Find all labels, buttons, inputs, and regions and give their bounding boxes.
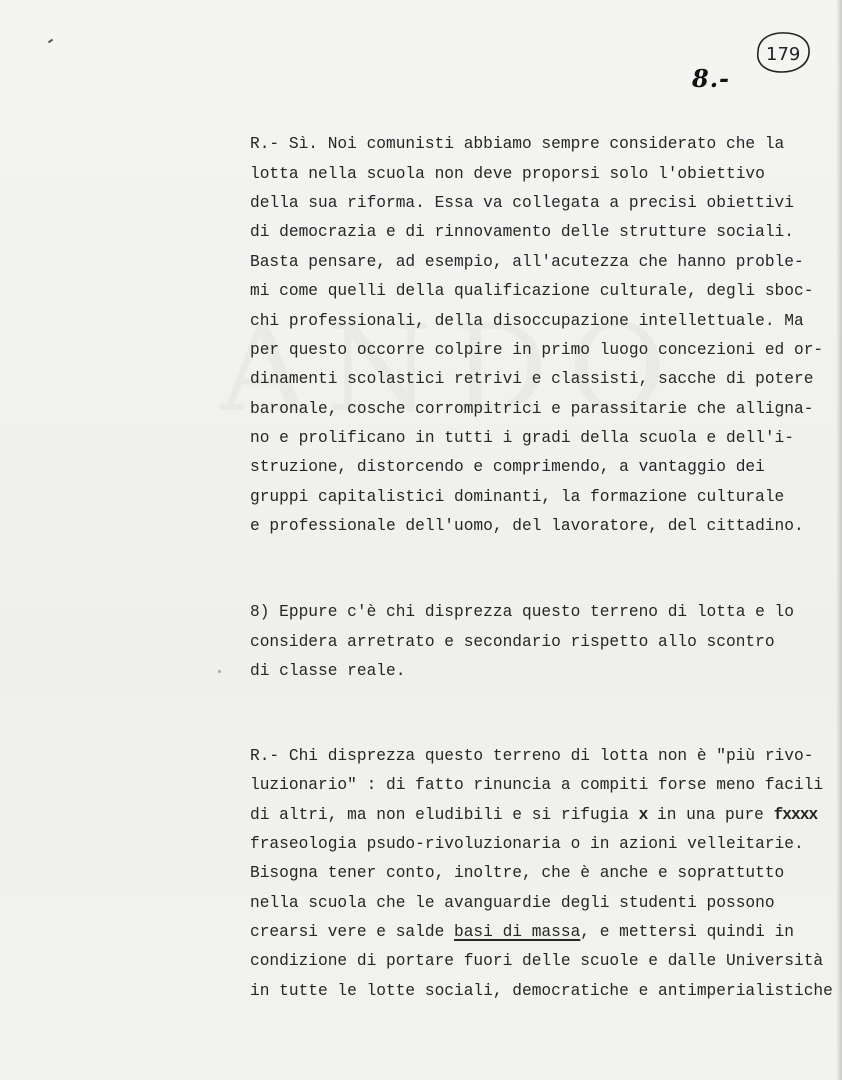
answer-1-line: mi come quelli della qualificazione culturale, degli sboc- [250, 282, 814, 300]
page-number: 8.- [692, 64, 731, 93]
archive-number: 179 [766, 44, 801, 65]
archive-number-stamp [750, 28, 814, 76]
answer-2-line: in tutte le lotte sociali, democratiche e antimperialistiche [250, 982, 833, 1000]
answer-1-line: dinamenti scolastici retrivi e classisti, sacche di potere [250, 370, 814, 388]
answer-1-line: della sua riforma. Essa va collegata a precisi obiettivi [250, 194, 794, 212]
answer-2-line [250, 922, 794, 942]
answer-2-text: di altri, ma non eludibili e si rifugia [250, 806, 639, 824]
answer-2-text: crearsi vere e salde [250, 923, 454, 941]
underlined-phrase: basi di massa [454, 923, 581, 941]
answer-2-line: nella scuola che le avanguardie degli studenti possono [250, 894, 775, 912]
circled-number-icon [750, 28, 814, 76]
answer-2-line [250, 805, 817, 825]
answer-1-line: e professionale dell'uomo, del lavoratore, del cittadino. [250, 517, 804, 535]
answer-1-line: di democrazia e di rinnovamento delle strutture sociali. [250, 223, 794, 241]
answer-1-line: chi professionali, della disoccupazione intellettuale. Ma [250, 312, 804, 330]
answer-1-line: baronale, cosche corrompitrici e parassitarie che alligna- [250, 400, 814, 418]
answer-2-line: R.- Chi disprezza questo terreno di lotta non è "più rivo- [250, 747, 814, 765]
answer-1-line: no e prolificano in tutti i gradi della scuola e dell'i- [250, 429, 794, 447]
answer-2-line: condizione di portare fuori delle scuole e dalle Università [250, 952, 824, 970]
answer-2-text: in una pure [647, 806, 774, 824]
question-8-line: di classe reale. [250, 662, 406, 680]
answer-1-line: gruppi capitalistici dominanti, la formazione culturale [250, 488, 785, 506]
question-8-line: 8) Eppure c'è chi disprezza questo terreno di lotta e lo [250, 603, 794, 621]
page-edge-shadow [836, 0, 842, 1080]
answer-1-line: per questo occorre colpire in primo luogo concezioni ed or- [250, 341, 824, 359]
answer-1-line: lotta nella scuola non deve proporsi solo l'obiettivo [250, 165, 765, 183]
typed-over-character: x [638, 806, 648, 824]
answer-2-line: Bisogna tener conto, inoltre, che è anche e soprattutto [250, 864, 785, 882]
answer-2-line: luzionario" : di fatto rinuncia a compiti forse meno facili [250, 776, 824, 794]
stray-dot [218, 670, 221, 673]
answer-2-line: fraseologia psudo-rivoluzionaria o in azioni velleitarie. [250, 835, 804, 853]
answer-1-line: struzione, distorcendo e comprimendo, a vantaggio dei [250, 458, 765, 476]
answer-1-line: Basta pensare, ad esempio, all'acutezza che hanno proble- [250, 253, 804, 271]
struck-out-word: fxxxx [773, 806, 818, 824]
answer-1-line: R.- Sì. Noi comunisti abbiamo sempre considerato che la [250, 135, 785, 153]
question-8-line: considera arretrato e secondario rispetto allo scontro [250, 633, 775, 651]
pencil-tick-mark [48, 39, 53, 44]
answer-2-text: , e mettersi quindi in [580, 923, 795, 941]
